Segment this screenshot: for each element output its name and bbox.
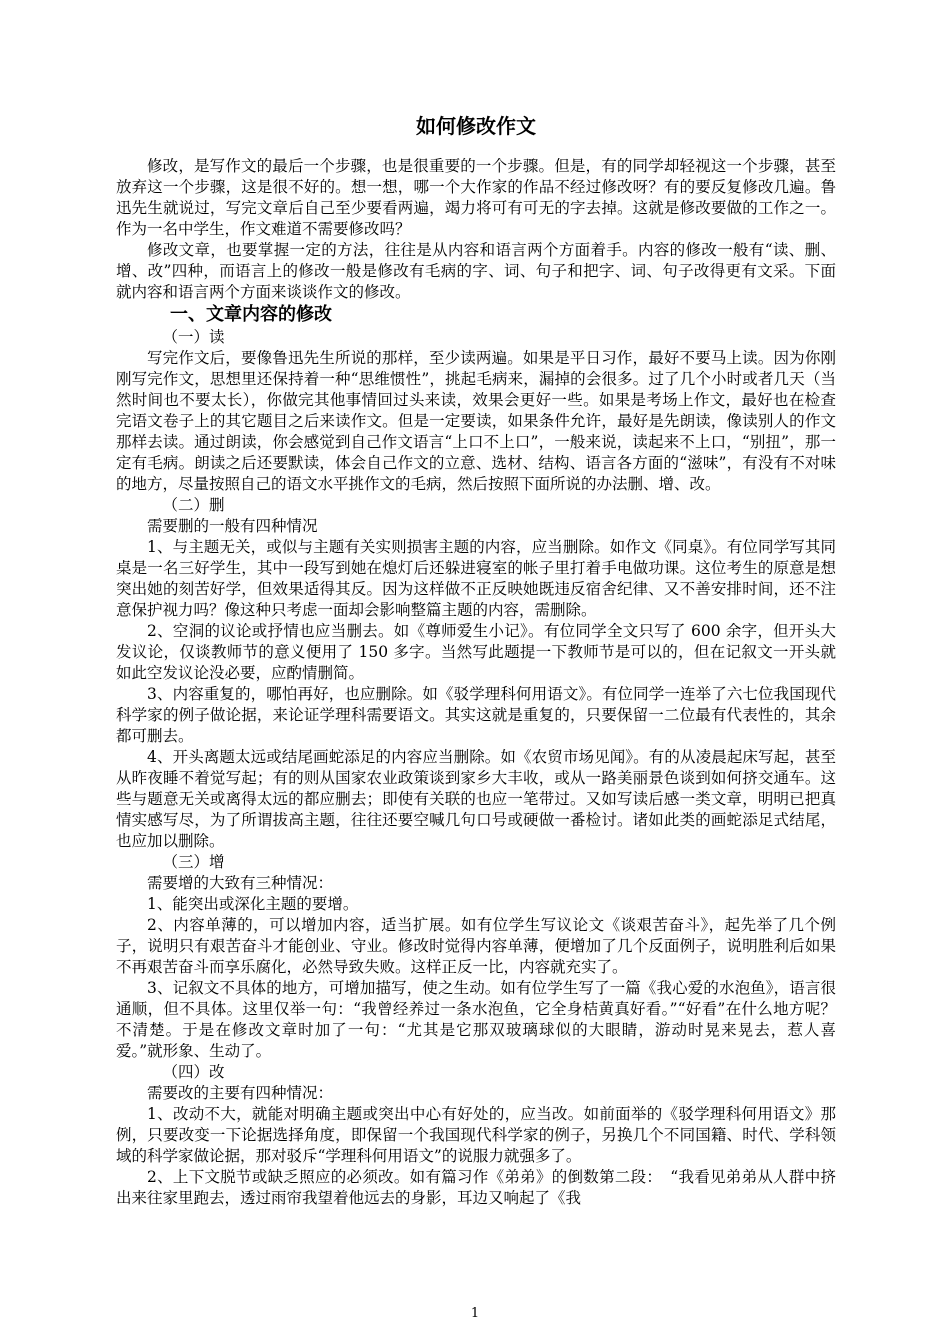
body-paragraph: 1、改动不大，就能对明确主题或突出中心有好处的，应当改。如前面举的《驳学理科何用语文》那例，只要改变一下论据选择角度，即保留一个我国现代科学家的例子，另换几个不同国籍、时代、学科领域的科学家做论据，那对驳斥“学理科何用语文”的说服力就强多了。 [116,1105,836,1165]
body-paragraph: 2、空洞的议论或抒情也应当删去。如《尊师爱生小记》。有位同学全文只写了 600 余字，但开头大发议论，仅谈教师节的意义便用了 150 多字。当然写此题提一下教师节是可以的，但在记叙文一开头就如此空发议论没必要，应酌情删简。 [116,622,836,682]
body-paragraph: 2、上下文脱节或缺乏照应的必须改。如有篇习作《弟弟》的倒数第二段： “我看见弟弟从人群中挤出来往家里跑去，透过雨帘我望着他远去的身影，耳边又响起了《我 [116,1168,836,1207]
page-number: 1 [470,1306,480,1321]
body-paragraph: 写完作文后，要像鲁迅先生所说的那样，至少读两遍。如果是平日习作，最好不要马上读。因为你刚刚写完作文，思想里还保持着一种“思维惯性”，挑起毛病来，漏掉的会很多。过了几个小时或者几天（当然时间也不要太长），你做完其他事情回过头来读，效果会更好一些。如果是考场上作文，最好也在检查完语文卷子上的其它题目之后来读作文。但是一定要读，如果条件允许，最好是先朗读，像读别人的作文那样去读。通过朗读，你会感觉到自己作文语言“上口不上口”，一般来说，读起来不上口，“别扭”，那一定有毛病。朗读之后还要默读，体会自己作文的立意、选材、结构、语言各方面的“滋味”，有没有不对味的地方，尽量按照自己的语文水平挑作文的毛病，然后按照下面所说的办法删、增、改。 [116,349,836,493]
body-paragraph: 3、内容重复的，哪怕再好，也应删除。如《驳学理科何用语文》。有位同学一连举了六七位我国现代科学家的例子做论据，来论证学理科需要语文。其实这就是重复的，只要保留一二位最有代表性的，其余都可删去。 [116,685,836,745]
body-paragraph: 1、与主题无关，或似与主题有关实则损害主题的内容，应当删除。如作文《同桌》。有位同学写其同桌是一名三好学生，其中一段写到她在熄灯后还躲进寝室的帐子里打着手电做功课。这位考生的原意是想突出她的刻苦好学，但效果适得其反。因为这样做不正反映她既违反宿舍纪律、又不善安排时间，还不注意保护视力吗？像这种只考虑一面却会影响整篇主题的内容，需删除。 [116,538,836,619]
body-paragraph: 4、开头离题太远或结尾画蛇添足的内容应当删除。如《农贸市场见闻》。有的从凌晨起床写起，甚至从昨夜睡不着觉写起；有的则从国家农业政策谈到家乡大丰收，或从一路美丽景色谈到如何挤交通车。这些与题意无关或离得太远的都应删去；即使有关联的也应一笔带过。又如写读后感一类文章，明明已把真情实感写尽，为了所谓拔高主题，往往还要空喊几句口号或硬做一番检讨。诸如此类的画蛇添足式结尾，也应加以删除。 [116,748,836,850]
body-paragraph: 需要增的大致有三种情况： [147,874,334,892]
body-paragraph: 需要改的主要有四种情况： [147,1084,334,1102]
subsection-heading-change: （四）改 [162,1063,225,1081]
subsection-heading-delete: （二）删 [162,496,225,514]
section-heading: 一、文章内容的修改 [170,304,332,325]
body-paragraph: 需要删的一般有四种情况 [147,517,318,535]
subsection-heading-add: （三）增 [162,853,225,871]
intro-paragraph: 修改文章，也要掌握一定的方法，往往是从内容和语言两个方面着手。内容的修改一般有“读、删、增、改”四种，而语言上的修改一般是修改有毛病的字、词、句子和把字、词、句子改得更有文采。下面就内容和语言两个方面来谈谈作文的修改。 [116,241,836,301]
body-paragraph: 3、记叙文不具体的地方，可增加描写，使之生动。如有位学生写了一篇《我心爱的水泡鱼》，语言很通顺，但不具体。这里仅举一句：“我曾经养过一条水泡鱼，它全身桔黄真好看。”“好看”在什么地方呢？不清楚。于是在修改文章时加了一句：“尤其是它那双玻璃球似的大眼睛，游动时晃来晃去，惹人喜爱。”就形象、生动了。 [116,979,836,1060]
document-page [116,112,836,1209]
document-title: 如何修改作文 [416,114,536,138]
subsection-heading-read: （一）读 [162,328,225,346]
intro-paragraph: 修改，是写作文的最后一个步骤，也是很重要的一个步骤。但是，有的同学却轻视这一个步骤，甚至放弃这一个步骤，这是很不好的。想一想，哪一个大作家的作品不经过修改呀？有的要反复修改几遍。鲁迅先生就说过，写完文章后自己至少要看两遍，竭力将可有可无的字去掉。这就是修改要做的工作之一。作为一名中学生，作文难道不需要修改吗？ [116,157,836,238]
body-paragraph: 2、内容单薄的，可以增加内容，适当扩展。如有位学生写议论文《谈艰苦奋斗》，起先举了几个例子，说明只有艰苦奋斗才能创业、守业。修改时觉得内容单薄，便增加了几个反面例子，说明胜利后如果不再艰苦奋斗而享乐腐化，必然导致失败。这样正反一比，内容就充实了。 [116,916,836,976]
body-paragraph: 1、能突出或深化主题的要增。 [147,895,359,913]
